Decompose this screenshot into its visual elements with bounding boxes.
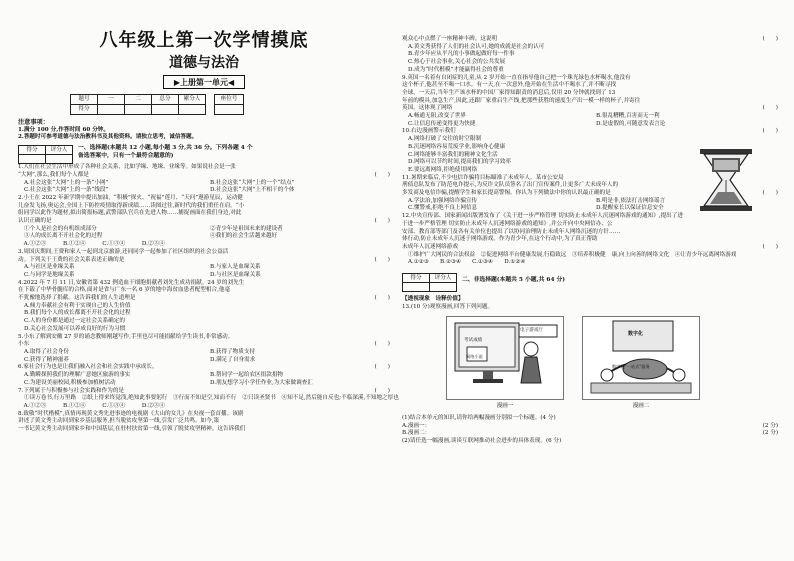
option-row <box>18 272 390 280</box>
option-text: B.沉迷网络容易荒废学业,影响身心健康 <box>408 143 506 150</box>
question-text: 5.小东了解到安徽 27 岁的诵念教师刚越写作,手里也尽可能捐献给学生读书,非常感动。 <box>18 333 234 340</box>
answer-bracket: ( ) <box>762 36 778 42</box>
option-text <box>772 144 778 152</box>
option-text: C.热心于社会事业,关心社会的公共发展 <box>408 59 506 66</box>
hourglass-cartoon-icon <box>692 148 760 212</box>
option-text <box>384 326 390 334</box>
score-value-cell <box>125 105 152 115</box>
score-header-cell: 题号 <box>71 95 98 105</box>
section-two-title: 二、非选择题(本题共 5 小题,共 64 分) <box>462 277 566 284</box>
option-text: C.获得了精神滋养 <box>24 356 70 363</box>
option-row <box>402 121 778 129</box>
seat-label-cell: 座位号 <box>215 95 244 105</box>
option-row <box>402 259 778 267</box>
option-text: A.与社区是业缘关系 <box>24 264 75 271</box>
option-text: D.成为“时代楷模”才能赢得社会的尊重 <box>408 66 504 73</box>
option-text: A.学法治,加强网络诈骗宣传 <box>408 197 478 204</box>
option-row <box>18 380 390 388</box>
option-row <box>402 59 778 67</box>
grading-cell: 得分 <box>19 146 46 155</box>
score-header-cell: 总分 <box>152 95 179 105</box>
option-text: D.朋友想学习小学任作业,为大家做调查汇 <box>210 379 313 386</box>
option-text: B.帮同学一起给农区捐款捐物 <box>210 372 284 379</box>
score-value-cell <box>152 105 179 115</box>
right-column <box>402 0 778 561</box>
answer-bracket: ( ) <box>762 243 778 250</box>
option-text: D.是虚假的,可随意发表言论 <box>596 120 666 127</box>
option-row <box>18 318 390 326</box>
question-text: 于进一步严格管理 切实防止未成年人沉迷网络游戏的通知》,并公开向中央网信办、公 <box>402 220 613 227</box>
option-text: A.黄文秀获得了人们的社会认可,她的成就是社会的认可 <box>408 43 545 50</box>
question-text: A.①②③ B.①②④ C.①③④ D.②③④ <box>18 402 165 409</box>
option-text: B.社会这张“大网”上的一个“结点” <box>210 179 295 186</box>
cartoon-two <box>582 316 700 411</box>
option-text <box>772 152 778 160</box>
section-one-title: 一、选择题(本题共 12 小题,每小题 3 分,共 36 分。下列各题 4 个 备选答案中，只有一个最符合题意的) <box>78 145 253 159</box>
cartoon-one-illustration-icon <box>446 316 564 400</box>
option-text: ③人的成长离不开社会化的过程 <box>24 233 103 240</box>
section-one-header <box>18 145 390 164</box>
option-text: D.社会这张“大网”上不相干的个体 <box>210 187 295 194</box>
option-row <box>18 187 390 195</box>
option-row <box>402 113 778 121</box>
notice-heading: 注意事项： <box>18 119 49 126</box>
q13-tag: 【透视现象 诠释价值】 <box>402 296 464 303</box>
exam-subject: 道德与法治 <box>169 55 239 71</box>
answer-bracket: ( ) <box>762 105 778 112</box>
question-text: 讲述了黄文秀主动回到家乡基层服务,担当脱贫攻坚第一线,引发广泛共鸣。如今,第 <box>18 418 220 425</box>
option-text <box>772 51 778 59</box>
score-header-cell: 累分人 <box>179 95 206 105</box>
question-text: 10.右边漫画警示我们 <box>402 128 456 135</box>
question-item <box>402 213 778 267</box>
question-text: 8.致敬“时代楷模”,真情再现黄文秀先进事迹的电视剧《大山的女儿》在央视一套首播。该剧 <box>18 410 244 417</box>
answer-bracket: ( ) <box>374 364 390 371</box>
section-two-header <box>402 273 778 292</box>
option-text: 康,向上向善的网络文化 ④让青少年远离网络游戏 <box>611 251 737 258</box>
question-text: 不犹豫地选择了捐献。这告诉我们的人生道理是 <box>18 295 136 302</box>
cartoon-row <box>446 316 778 411</box>
cartoon-one-paper: 网络小说 <box>466 354 483 360</box>
option-text: C.与同学是地缘关系 <box>24 271 75 278</box>
seat-table <box>214 94 244 115</box>
notice-item: 2.答题时可参考道德与法治教科书及其他资料。请独立思考，诚信答题。 <box>18 134 198 141</box>
option-text: B.获得了物质支持 <box>210 348 256 355</box>
grading-cell: 评分人 <box>430 274 457 283</box>
option-text: A.取得了社会身份 <box>24 348 69 355</box>
question-text: 认识正确的是 <box>18 218 52 225</box>
option-text: D.关心社会发展可以养成良好的行为习惯 <box>24 325 126 332</box>
option-text <box>384 318 390 326</box>
option-text: D.与社区是血缘关系 <box>210 271 261 278</box>
answer-bracket: ( ) <box>374 341 390 348</box>
question-text: 6.家社会行为也是让我们融入社会和社会实践中承成长。 <box>18 364 158 371</box>
cartoon-one-caption: 漫画一 <box>496 403 514 410</box>
question-text: 小东 <box>18 341 30 348</box>
option-text: B.青少年应从平凡的小事做起做好每一件事 <box>408 51 515 58</box>
option-text: A.社会这张“大网”上的一条“小网” <box>24 179 109 186</box>
question-text: 9.英国一名着有自闭症的儿童,从 2 岁开始一直在指导他自己把一个珠光绿色水杯喝水,他没有 <box>402 74 631 81</box>
question-item <box>18 241 390 249</box>
grading-cell: 得分 <box>403 274 430 283</box>
score-area <box>70 94 390 115</box>
question-text: 安部、教育部等部门及各有关单位也提出了以协同治理防止未成年人网络沉迷的方针…… <box>402 228 621 235</box>
grading-cell <box>403 283 430 292</box>
option-text: C.让信息传递变得更为快捷 <box>408 120 476 127</box>
option-text: B.我们每个人的成长都离不开社会化的过程 <box>24 310 131 317</box>
question-item <box>18 387 399 403</box>
answer-bracket: ( ) <box>762 128 778 135</box>
score-header-cell: 一 <box>98 95 125 105</box>
option-text: C.网络能够丰富我们的精神文化生活 <box>408 151 498 158</box>
cartoon-two-sign: 数字化 <box>628 331 644 338</box>
cartoon-one-board: 考试成绩 <box>464 338 483 344</box>
question-text: 未成年人沉迷网络游戏 <box>402 243 458 250</box>
option-row <box>18 326 390 334</box>
question-text: 体行动,防止未成年人沉迷于网络游戏。作为青少年,在这个行动中,为了真正帮助 <box>402 236 598 243</box>
option-text: A.网络打破了交往的时空限制 <box>408 136 481 143</box>
option-row <box>18 372 390 380</box>
question-text: 4.2022 年 7 月 11 日,安徽省第 432 例造血干细胞捐献者刘先生成功捐献。24 岁的刘先生 <box>18 279 245 286</box>
option-text <box>772 44 778 52</box>
option-text: ①维护广大网民的合法权益 ②促进网络平台健康发展,行稳致远 ③培养积极健 <box>408 251 606 258</box>
question-text: 1.人们在社会生活中形成了各种社会关系，比如学缘、地缘、业缘等。如果说社会是一张 <box>18 164 236 171</box>
question-text: 多发商及电信诈骗,提醒学生和家长提高警惕。你认为下列做法中你的认识最正确的是 <box>402 190 611 197</box>
answer-bracket: ( ) <box>374 387 390 394</box>
option-text: ①个人是社会的有机组成部分 <box>24 225 97 232</box>
answer-bracket: ( ) <box>374 295 390 302</box>
option-text <box>384 310 390 318</box>
option-text: B.与家人是血缘关系 <box>210 264 261 271</box>
question-item <box>402 75 778 129</box>
option-text: ④我们的社会生活越来越好 <box>210 233 278 240</box>
question-text: 观众心中点燃了一座精神丰碑。这说明 <box>402 36 498 42</box>
option-text <box>772 136 778 144</box>
question-text: 在下载了中华骨髓库的合格,面对是省与广东一名 6 岁的地中海贫血患者配型相合,他毫 <box>18 287 231 294</box>
seat-value-cell <box>215 105 244 115</box>
question-item <box>18 195 390 241</box>
question-item <box>18 403 390 411</box>
option-text: E.要远离网络,拒绝使用网络 <box>408 166 478 173</box>
option-row <box>402 67 778 75</box>
answer-bracket: ( ) <box>762 190 778 197</box>
option-text: A.畅通无阻,改变了世界 <box>408 113 466 120</box>
option-text: C.为建设美丽校园,积极参加植树活动 <box>24 379 116 386</box>
q13-sub2: (2)请任选一幅漫画,谈谈互联网推动社会进步的具体表现。(6 分) <box>402 438 562 445</box>
option-text <box>772 59 778 67</box>
option-row <box>18 395 399 403</box>
cartoon-one <box>446 316 564 411</box>
question-text: 11.暑期来临后,不少电信诈骗将目标瞄准了未成年人。某市公安局 <box>402 174 564 181</box>
question-text: 这个杯子,他甚至不喝一口水。有一天,在一次意外,他开始在生活中不喝水了,并不断寻找 <box>402 82 617 89</box>
exam-title: 八年级上第一次学情摸底 <box>99 30 309 51</box>
option-text: ①读万卷书,行万里路 ②纸上得来终觉浅,绝知此事要躬行 ③行而不知是空,知而不行 <box>24 395 237 402</box>
question-text: 全球。一天后,当年生产该水杯的中国厂家得知跟责的消息后,仅用 20 分钟就找到了 13 <box>402 89 616 96</box>
question-text: “大网”,那么,我们每个人都是 <box>18 171 89 178</box>
option-text: A.①②③ B.②③④ C.①③④ D.①②④ <box>408 259 526 266</box>
question-text: 年前的模具,加急生产,因此,还跟厂家重启生产线,把那些获胜的速度生产出一模一样的杯子,并寄往 <box>402 97 641 104</box>
cartoon-two-illustration-icon <box>582 316 700 400</box>
answer-bracket: ( ) <box>374 256 390 263</box>
question-text: 动。下列关于王费的社会关系表述正确的是 <box>18 256 125 263</box>
question-text: 刑侦总队发布了防范电诈提示,为反诈文队员签名了出门宣传案件,让更多广大未成年人的 <box>402 182 619 189</box>
score-value-cell <box>98 105 125 115</box>
grading-cell <box>19 155 46 164</box>
question-item <box>18 334 390 365</box>
question-list-left <box>18 164 399 434</box>
score-label-cell: 得分 <box>71 105 98 115</box>
question-text: 3.周国庆期间,王费和家人一起到北京旅游,还同同学一起参加了社区组织的社会公益活 <box>18 248 229 255</box>
grading-cell <box>46 155 73 164</box>
option-row <box>402 136 778 144</box>
option-row <box>18 349 390 357</box>
cartoon-two-tag: 数字化“一站式”服务 <box>612 364 650 370</box>
option-text: C.懂警戒,拒绝不良上网信息 <box>408 205 478 212</box>
question-item <box>402 36 778 75</box>
option-text: ②青少年是祖国未来的建设者 <box>210 225 283 232</box>
notice-item: 1.满分 100 分,作答时间 60 分钟。 <box>18 126 109 133</box>
left-column <box>18 0 399 561</box>
option-row <box>402 51 778 59</box>
question-text: 儿奋发飞扬,奥运会,全国上下防控疫情取得新成绩……读图过往,新时代的我们重任在肩。“小 <box>18 202 245 209</box>
question-text: A.①②③ B.①②④ C.①③④ D.②③④ <box>18 241 165 248</box>
option-row <box>18 233 390 241</box>
option-text <box>772 159 778 167</box>
option-text: D.提醒家长以保证信息安全 <box>596 205 664 212</box>
question-item <box>18 411 390 434</box>
score-table <box>70 94 206 115</box>
score-header-cell: 二 <box>125 95 152 105</box>
grading-table <box>18 145 73 164</box>
question-item <box>18 249 390 280</box>
option-text <box>384 303 390 311</box>
question-text: 2.小王在 2022 年新学期中提出加油，“积极”探火、“祝福”莲月、“天问”遨游星辰，运动健 <box>18 194 243 201</box>
option-text: B.很乱糟糟,百害而无一利 <box>596 113 660 120</box>
grading-cell: 评分人 <box>46 146 73 155</box>
option-text <box>772 167 778 175</box>
q13-intro: 13.(10 分)观察漫画,回答下列问题。 <box>402 303 494 310</box>
question-text: 英国。这体现了网络 <box>402 105 453 112</box>
question-item <box>18 280 390 334</box>
option-row <box>18 264 390 272</box>
answer-bracket: ( ) <box>374 171 390 178</box>
unit-label: ▶上册第一单元◀ <box>18 75 390 89</box>
option-text: ②只读圣贤书 ④知不足,然后能自反也;不临深溪,不知地之厚也 <box>242 395 399 402</box>
option-text: B.明是非,依法打击网络谣言 <box>596 197 666 204</box>
option-text: A.倾力奉献社会有利于实现自己的人生价值 <box>24 302 131 309</box>
cartoon-two-caption: 漫画二 <box>632 403 650 410</box>
grading-table <box>402 273 457 292</box>
option-text: C.社会这张“大网”上的一条“线段” <box>24 187 109 194</box>
question-text: 组同学以此作为题材,拟出简报标题,武警部队官兵在先进人物……捕捉画面在我们身边,对此 <box>18 210 242 217</box>
option-text <box>772 67 778 75</box>
option-text <box>772 259 778 267</box>
question-item <box>18 164 390 195</box>
option-text: A.勤瞬探照我们的理解广意她区旅游的事实 <box>24 372 131 379</box>
answer-bracket: ( ) <box>374 218 390 225</box>
question-item <box>18 364 390 387</box>
option-text: C.人的身份都是通过一定社会关系确定的 <box>24 318 125 325</box>
score-value-cell <box>179 105 206 115</box>
q13-sub1: (1)结合本单元的知识,请你给两幅漫画分别拟一个标题。(4 分) <box>402 414 556 421</box>
question-text: 一书记黄文秀主动回到家乡和中国基层,在驻村扶贫第一线,引领了脱贫攻坚精神。这告诉我们 <box>18 426 246 433</box>
grading-cell <box>430 283 457 292</box>
option-text: D.满足了自身需求 <box>210 356 256 363</box>
question-text: 7.下列属于与积极参与社会实践和作为的是 <box>18 387 125 394</box>
question-text: 12.中央宣传部、国家新闻出版署发布了《关于进一步严格管理 切实防止未成年人沉迷网络游戏的通知》,提出了进 <box>402 213 683 220</box>
answer-line-b: B.漫画二： (2 分) <box>402 430 778 437</box>
option-text: D.网络可以节约时间,提高我们的学习效率 <box>408 159 511 166</box>
answer-line-a: A.漫画一： (2 分) <box>402 422 778 429</box>
cartoon-one-sign: 电子游戏厅 <box>520 328 543 334</box>
